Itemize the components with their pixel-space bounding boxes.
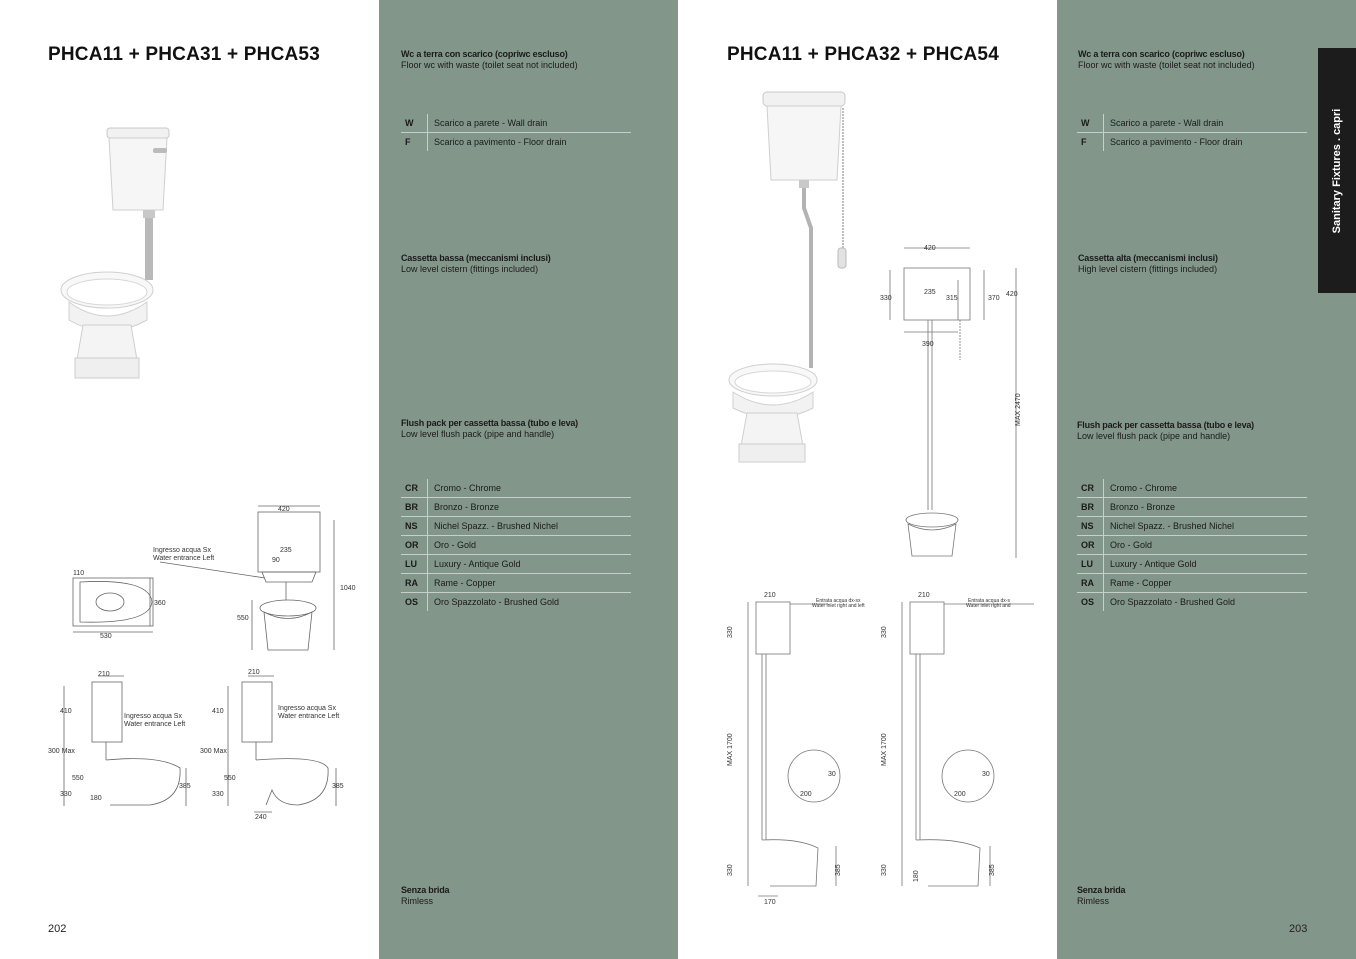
table-row [401, 114, 631, 133]
water-entrance-label-it: Ingresso acqua Sx [153, 547, 211, 554]
dim-330-r2: 330 [881, 626, 888, 638]
dim-550-b: 550 [224, 775, 236, 782]
dim-410-b: 410 [212, 708, 224, 715]
table-row [1077, 114, 1307, 133]
table-row [1077, 479, 1307, 498]
drain-table-left [401, 114, 631, 151]
spec-cistern-left [401, 253, 551, 275]
dim-550-a: 550 [72, 775, 84, 782]
drain-label: Scarico a pavimento - Floor drain [1110, 137, 1243, 147]
dim-420: 420 [278, 506, 290, 513]
drain-label: Scarico a parete - Wall drain [434, 118, 548, 128]
section-side-tab-label: Sanitary Fixtures . capri [1331, 108, 1343, 233]
toilet-photo-high-cistern [725, 88, 865, 468]
finish-code: RA [401, 574, 428, 592]
dim-390-r: 390 [922, 341, 934, 348]
finish-label: Oro - Gold [434, 540, 477, 550]
spec-cistern-en: Low level cistern (fittings included) [401, 264, 539, 274]
drain-code: F [401, 133, 428, 151]
drain-label: Scarico a pavimento - Floor drain [434, 137, 567, 147]
dim-420-r2: 420 [1006, 291, 1018, 298]
finish-label: Rame - Copper [434, 578, 496, 588]
finish-label: Luxury - Antique Gold [1110, 559, 1197, 569]
dim-210-r2: 210 [918, 592, 930, 599]
dim-200-r1: 200 [800, 791, 812, 798]
table-row [401, 536, 631, 555]
dim-240: 240 [255, 814, 267, 821]
spec-cistern-it: Cassetta bassa (meccanismi inclusi) [401, 253, 551, 263]
finish-label: Rame - Copper [1110, 578, 1172, 588]
drain-code: F [1077, 133, 1104, 151]
technical-drawing-right-front [870, 240, 1040, 565]
spec-floor-wc-en: Floor wc with waste (toilet seat not included) [1078, 60, 1255, 70]
spec-rimless-left [401, 885, 449, 907]
finish-label: Luxury - Antique Gold [434, 559, 521, 569]
technical-drawing-left [40, 500, 370, 830]
spec-rimless-en: Rimless [1077, 896, 1110, 906]
toilet-photo-low-cistern [55, 120, 175, 385]
table-row [1077, 555, 1307, 574]
finish-label: Oro - Gold [1110, 540, 1153, 550]
dim-210-r1: 210 [764, 592, 776, 599]
spec-floor-wc-it: Wc a terra con scarico (copriwc escluso) [1078, 49, 1245, 59]
water-inlet-label-it-1: Entrata acqua dx-sx [816, 598, 861, 604]
spec-cistern-it: Cassetta alta (meccanismi inclusi) [1078, 253, 1218, 263]
dim-max-1700-r2: MAX 1700 [881, 733, 888, 766]
dim-420-r: 420 [924, 245, 936, 252]
dim-330-r2b: 330 [881, 864, 888, 876]
section-side-tab [1318, 48, 1356, 293]
table-row [1077, 574, 1307, 593]
dim-410-a: 410 [60, 708, 72, 715]
dim-235-r: 235 [924, 289, 936, 296]
table-row [401, 555, 631, 574]
dim-170: 170 [764, 899, 776, 906]
finish-code: RA [1077, 574, 1104, 592]
dim-210-b: 210 [248, 669, 260, 676]
finish-table-left [401, 479, 631, 611]
drain-table-right [1077, 114, 1307, 151]
table-row [1077, 593, 1307, 611]
dim-180-r2: 180 [913, 870, 920, 882]
water-inlet-label-en-1: Water inlet right and left [812, 603, 865, 609]
dim-300max-b: 300 Max [200, 748, 227, 755]
dim-370-r: 370 [988, 295, 1000, 302]
water-entrance-label-en: Water entrance Left [153, 555, 215, 562]
finish-table-right [1077, 479, 1307, 611]
drain-code: W [1077, 114, 1104, 132]
finish-label: Oro Spazzolato - Brushed Gold [1110, 597, 1236, 607]
finish-code: LU [401, 555, 428, 573]
dim-330-r1b: 330 [727, 864, 734, 876]
finish-code: BR [1077, 498, 1104, 516]
spec-floor-wc-en: Floor wc with waste (toilet seat not included) [401, 60, 578, 70]
finish-code: LU [1077, 555, 1104, 573]
dim-530: 530 [100, 633, 112, 640]
table-row [401, 574, 631, 593]
technical-drawing-right-side [718, 590, 1038, 910]
water-entrance-label-it-a: Ingresso acqua Sx [124, 713, 182, 720]
dim-1040: 1040 [340, 585, 356, 592]
dim-385-b: 385 [332, 783, 344, 790]
dim-330-r: 330 [880, 295, 892, 302]
dim-385-r1: 385 [835, 864, 842, 876]
dim-330-r1: 330 [727, 626, 734, 638]
finish-code: OR [1077, 536, 1104, 554]
dim-110: 110 [73, 570, 85, 577]
finish-code: OS [401, 593, 428, 611]
spec-cistern-en: High level cistern (fittings included) [1078, 264, 1218, 274]
dim-90: 90 [272, 557, 280, 564]
spec-flush-pack-en: Low level flush pack (pipe and handle) [1077, 431, 1231, 441]
table-row [401, 593, 631, 611]
finish-code: OS [1077, 593, 1104, 611]
water-entrance-label-en-b: Water entrance Left [278, 713, 340, 720]
spec-flush-pack-right [1077, 420, 1254, 442]
spec-flush-pack-left [401, 418, 578, 440]
spec-cistern-right [1078, 253, 1218, 275]
spec-rimless-it: Senza brida [401, 885, 450, 895]
dim-235: 235 [280, 547, 292, 554]
finish-code: CR [401, 479, 428, 497]
water-inlet-label-en-2: Water inlet right and [966, 603, 1011, 609]
finish-code: NS [401, 517, 428, 535]
dim-210-a: 210 [98, 671, 110, 678]
spec-floor-wc-it: Wc a terra con scarico (copriwc escluso) [401, 49, 568, 59]
dim-330-a: 330 [60, 791, 72, 798]
spec-flush-pack-it: Flush pack per cassetta bassa (tubo e leva) [401, 418, 578, 428]
water-inlet-label-it-2: Entrata acqua dx-s [968, 598, 1010, 604]
finish-label: Cromo - Chrome [1110, 483, 1178, 493]
table-row [1077, 517, 1307, 536]
product-title-left: PHCA11 + PHCA31 + PHCA53 [48, 44, 320, 65]
spec-floor-wc-left [401, 49, 578, 71]
spec-rimless-en: Rimless [401, 896, 434, 906]
spec-flush-pack-it: Flush pack per cassetta bassa (tubo e leva) [1077, 420, 1254, 430]
finish-label: Oro Spazzolato - Brushed Gold [434, 597, 560, 607]
finish-code: BR [401, 498, 428, 516]
page-number-right: 203 [1289, 923, 1308, 935]
finish-label: Bronzo - Bronze [1110, 502, 1176, 512]
spec-floor-wc-right [1078, 49, 1255, 71]
product-title-right: PHCA11 + PHCA32 + PHCA54 [727, 44, 999, 65]
dim-max-1700-r1: MAX 1700 [727, 733, 734, 766]
water-entrance-label-en-a: Water entrance Left [124, 721, 186, 728]
dim-30-r1: 30 [828, 771, 836, 778]
spec-rimless-it: Senza brida [1077, 885, 1126, 895]
dim-330-b: 330 [212, 791, 224, 798]
dim-180-a: 180 [90, 795, 102, 802]
spec-rimless-right [1077, 885, 1125, 907]
dim-200-r2: 200 [954, 791, 966, 798]
page-number-left: 202 [48, 923, 67, 935]
water-entrance-label-it-b: Ingresso acqua Sx [278, 705, 336, 712]
dim-385-a: 385 [179, 783, 191, 790]
finish-code: NS [1077, 517, 1104, 535]
table-row [401, 498, 631, 517]
dim-360: 360 [154, 600, 166, 607]
dim-max-2470: MAX 2470 [1015, 393, 1022, 426]
finish-label: Cromo - Chrome [434, 483, 502, 493]
dim-385-r2: 385 [989, 864, 996, 876]
dim-30-r2: 30 [982, 771, 990, 778]
finish-label: Bronzo - Bronze [434, 502, 500, 512]
finish-code: CR [1077, 479, 1104, 497]
dim-300max-a: 300 Max [48, 748, 75, 755]
table-row [1077, 498, 1307, 517]
dim-315-r: 315 [946, 295, 958, 302]
drain-code: W [401, 114, 428, 132]
table-row [401, 479, 631, 498]
finish-label: Nichel Spazz. - Brushed Nichel [434, 521, 559, 531]
dim-550: 550 [237, 615, 249, 622]
table-row [1077, 133, 1307, 151]
table-row [1077, 536, 1307, 555]
table-row [401, 133, 631, 151]
table-row [401, 517, 631, 536]
finish-label: Nichel Spazz. - Brushed Nichel [1110, 521, 1235, 531]
spec-flush-pack-en: Low level flush pack (pipe and handle) [401, 429, 555, 439]
finish-code: OR [401, 536, 428, 554]
drain-label: Scarico a parete - Wall drain [1110, 118, 1224, 128]
